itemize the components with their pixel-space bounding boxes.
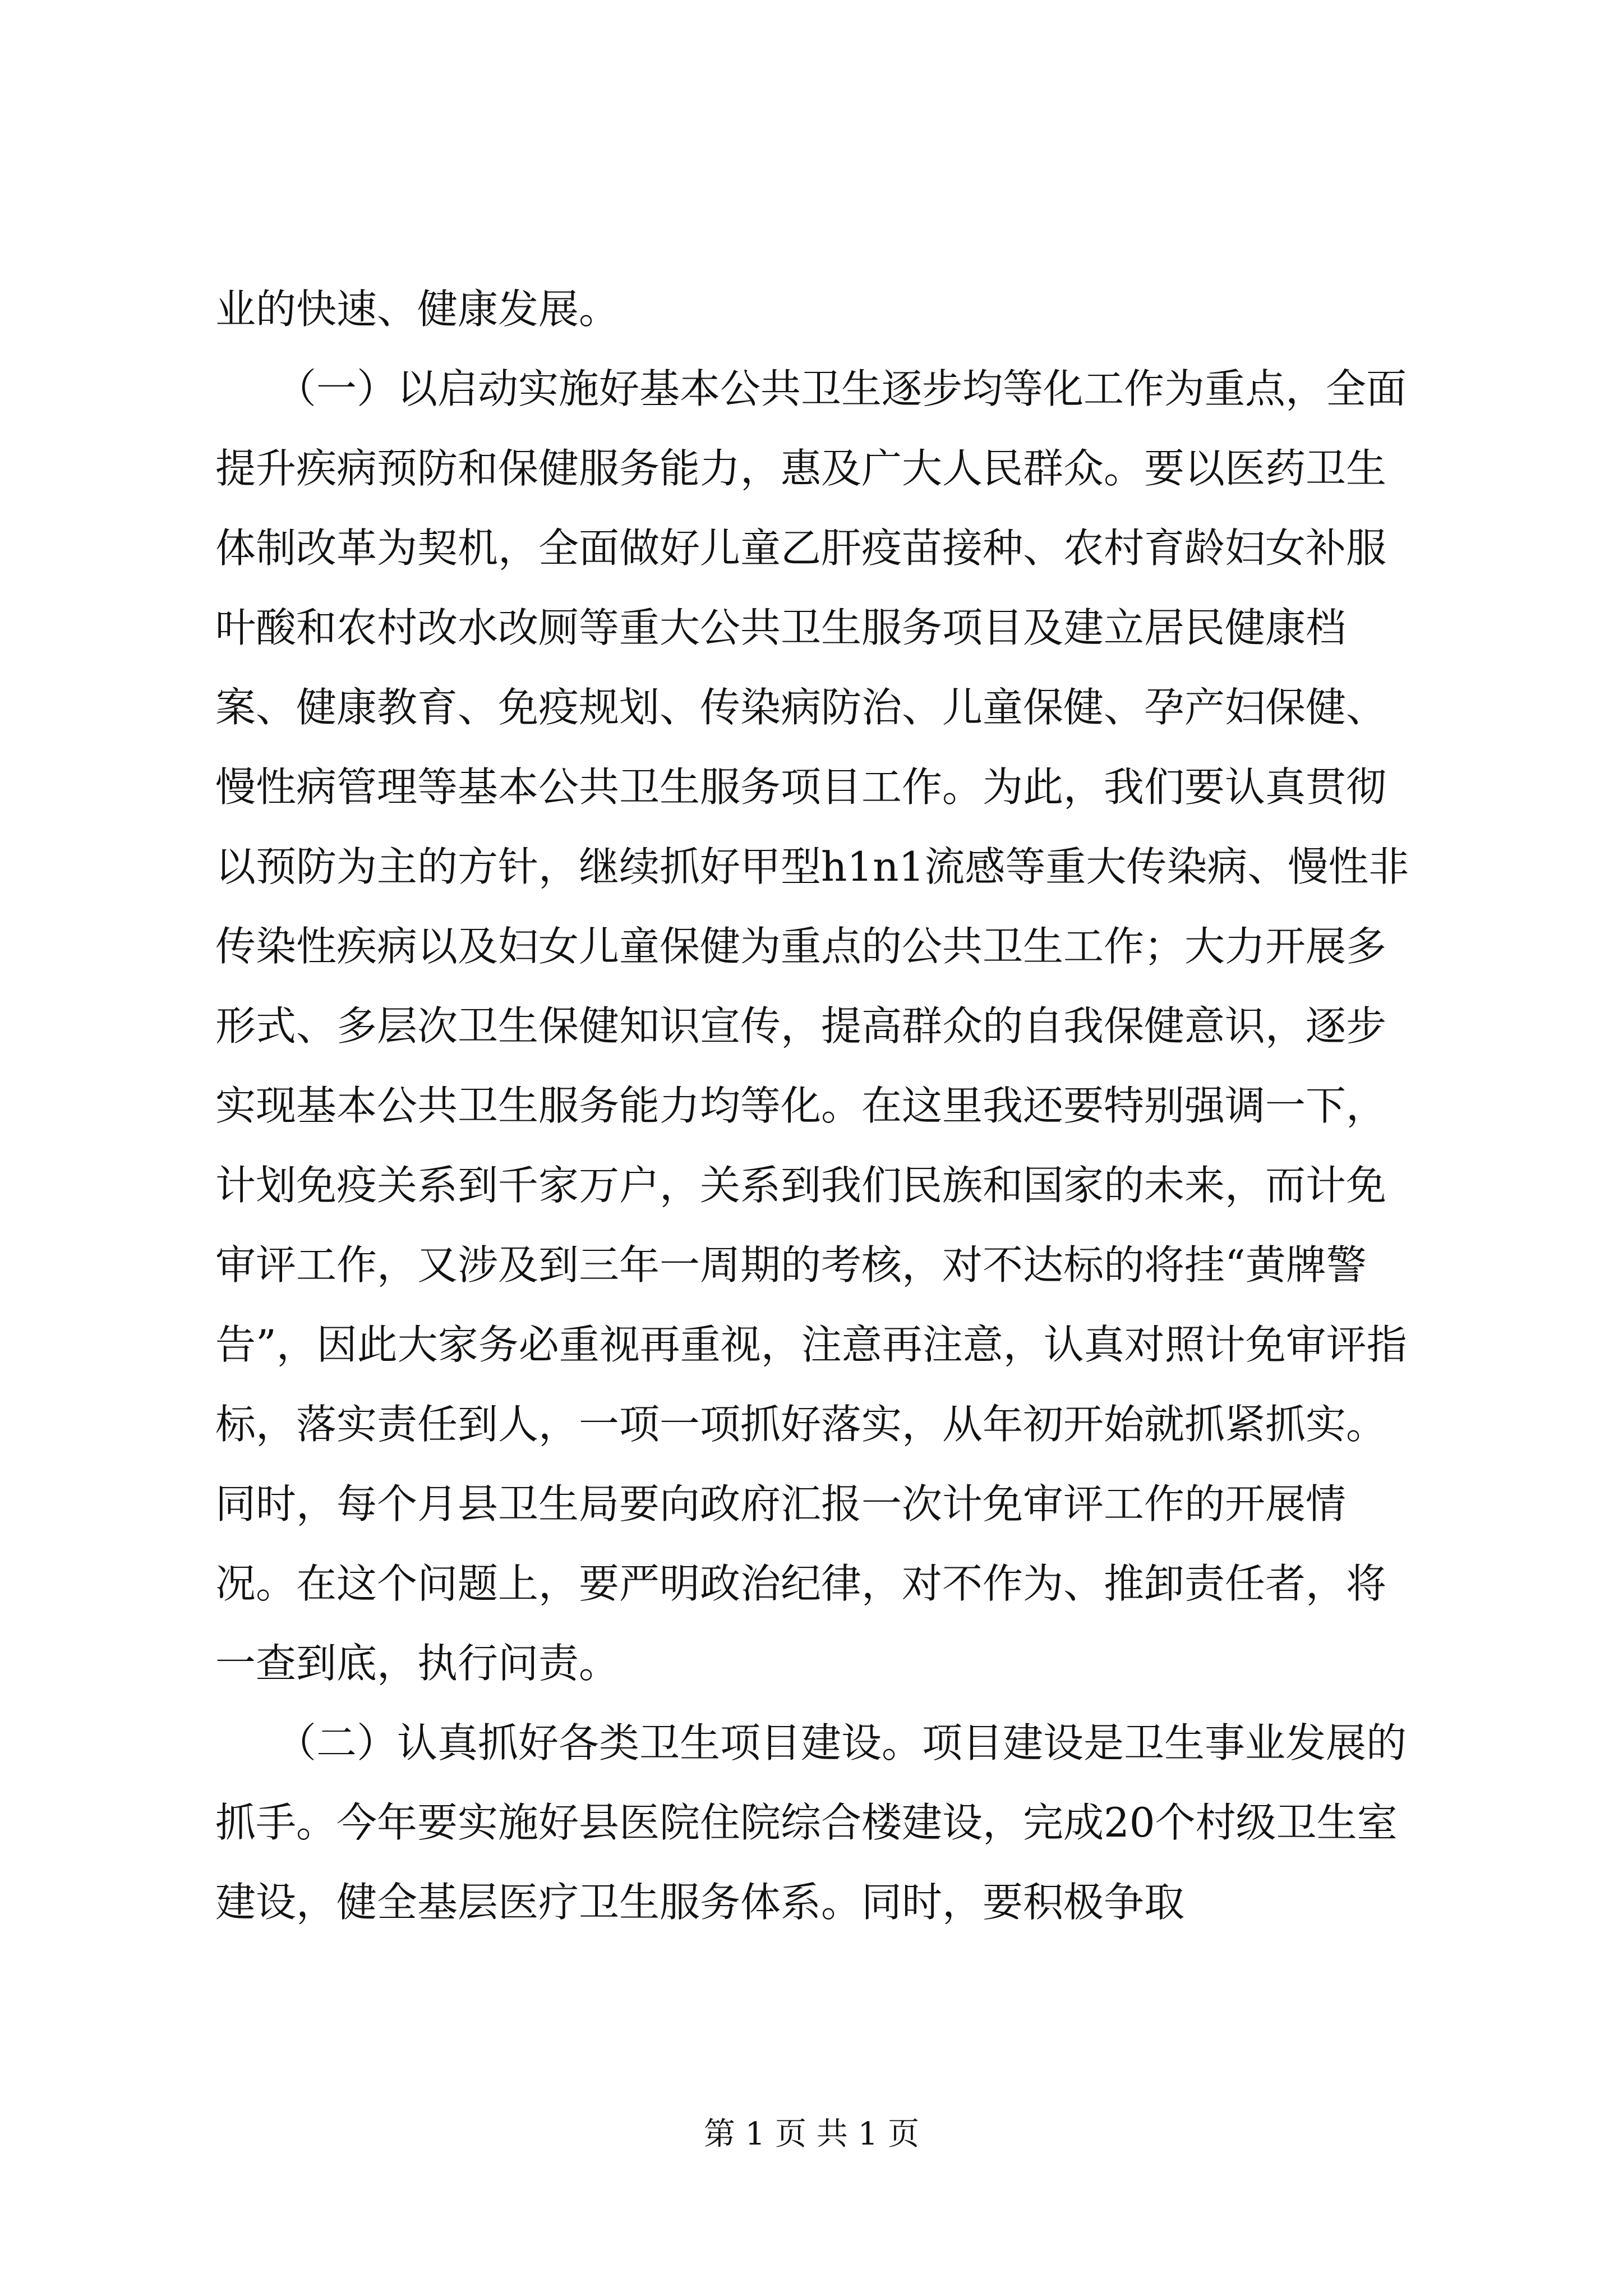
document-body <box>215 269 1410 1942</box>
page-footer: 第 1 页 共 1 页 <box>703 2116 920 2152</box>
paragraph-section-1: （一）以启动实施好基本公共卫生逐步均等化工作为重点，全面提升疾病预防和保健服务能力，惠及广大人民群众。要以医药卫生体制改革为契机，全面做好儿童乙肝疫苗接种、农村育龄妇女补服叶酸和农村改水改厕等重大公共卫生服务项目及建立居民健康档案、健康教育、免疫规划、传染病防治、儿童保健、孕产妇保健、慢性病管理等基本公共卫生服务项目工作。为此，我们要认真贯彻以预防为主的方针，继续抓好甲型h1n1流感等重大传染病、慢性非传染性疾病以及妇女儿童保健为重点的公共卫生工作；大力开展多形式、多层次卫生保健知识宣传，提高群众的自我保健意识，逐步实现基本公共卫生服务能力均等化。在这里我还要特别强调一下，计划免疫关系到千家万户，关系到我们民族和国家的未来，而计免审评工作，又涉及到三年一周期的考核，对不达标的将挂“黄牌警告”，因此大家务必重视再重视，注意再注意，认真对照计免审评指标，落实责任到人，一项一项抓好落实，从年初开始就抓紧抓实。同时，每个月县卫生局要向政府汇报一次计免审评工作的开展情况。在这个问题上，要严明政治纪律，对不作为、推卸责任者，将一查到底，执行问责。 <box>215 365 1409 1687</box>
paragraph-continuation: 业的快速、健康发展。 <box>215 286 620 333</box>
paragraph-section-2: （二）认真抓好各类卫生项目建设。项目建设是卫生事业发展的抓手。今年要实施好县医院住院综合楼建设，完成20个村级卫生室建设，健全基层医疗卫生服务体系。同时，要积极争取 <box>215 1719 1407 1926</box>
